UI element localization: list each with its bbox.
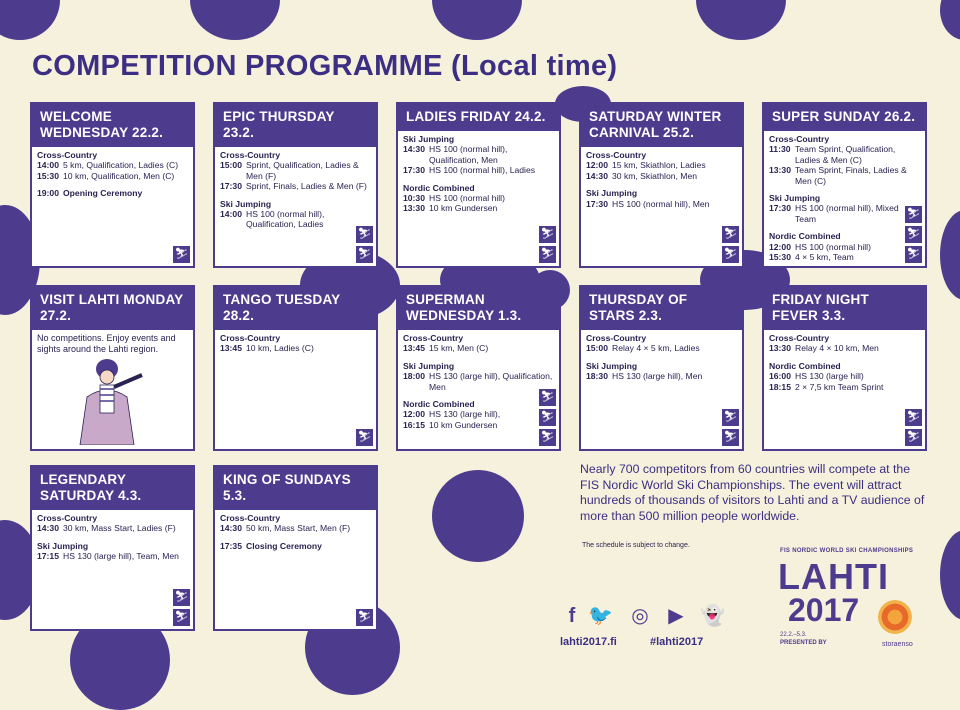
event-desc: HS 130 (large hill) — [795, 371, 864, 382]
event-time: 18:15 — [769, 381, 791, 392]
event-section — [220, 333, 371, 354]
decor-dot — [940, 530, 960, 620]
event-desc: 30 km, Skiathlon, Men — [612, 170, 698, 181]
event-row — [769, 203, 920, 224]
discipline-label: Cross-Country — [220, 513, 281, 523]
event-desc: HS 130 (large hill), Qualification, Men — [429, 371, 553, 392]
discipline-label: Cross-Country — [37, 513, 98, 523]
logo-presented: PRESENTED BY — [780, 640, 827, 646]
event-desc: HS 130 (large hill), — [429, 409, 501, 420]
event-section — [769, 134, 920, 186]
event-row — [769, 382, 920, 392]
event-row — [37, 523, 188, 533]
event-desc: Team Sprint, Finals, Ladies & Men (C) — [795, 165, 907, 186]
decor-dot — [696, 0, 786, 40]
lahti-logo — [770, 548, 940, 668]
day-body — [32, 147, 193, 202]
day-heading: LEGENDARY SATURDAY 4.3. — [32, 467, 193, 510]
event-desc: HS 100 (normal hill), Qualification, Men — [429, 144, 508, 165]
event-section — [586, 361, 737, 382]
discipline-icon: ⛷ — [356, 609, 373, 626]
day-card-fri2 — [762, 285, 927, 451]
event-row — [403, 371, 554, 392]
event-desc: Closing Ceremony — [246, 540, 322, 551]
event-section — [403, 333, 554, 354]
day-heading: SATURDAY WINTER CARNIVAL 25.2. — [581, 104, 742, 147]
day-heading: LADIES FRIDAY 24.2. — [398, 104, 559, 131]
discipline-label: Cross-Country — [769, 134, 830, 144]
event-time: 12:00 — [403, 409, 425, 420]
sun-icon — [878, 600, 912, 634]
event-time: 10:30 — [403, 193, 425, 204]
event-desc: 15 km, Men (C) — [429, 343, 489, 354]
event-section — [403, 399, 554, 430]
discipline-icon: ⛷ — [905, 206, 922, 223]
event-desc: 10 km, Ladies (C) — [246, 343, 314, 354]
day-card-sat — [579, 102, 744, 268]
discipline-icon: ⛷ — [356, 246, 373, 263]
discipline-label: Cross-Country — [586, 333, 647, 343]
event-desc: HS 100 (normal hill) — [429, 193, 505, 204]
day-body — [398, 330, 559, 433]
event-time: 13:30 — [769, 343, 791, 354]
day-heading: SUPER SUNDAY 26.2. — [764, 104, 925, 131]
decor-dot — [190, 0, 280, 40]
discipline-label: Ski Jumping — [586, 188, 638, 199]
discipline-icon: ⛷ — [905, 429, 922, 446]
day-heading: THURSDAY OF STARS 2.3. — [581, 287, 742, 330]
event-section — [220, 199, 371, 230]
event-row — [37, 551, 188, 561]
event-time: 17:30 — [769, 203, 791, 214]
schedule-note: The schedule is subject to change. — [582, 542, 690, 549]
event-row — [37, 160, 188, 170]
event-row — [586, 160, 737, 170]
event-desc: 4 × 5 km, Team — [795, 252, 854, 263]
event-row — [220, 541, 371, 551]
day-card-tue — [213, 285, 378, 451]
event-row — [220, 209, 371, 230]
day-card-wed2 — [396, 285, 561, 451]
discipline-icon: ⛷ — [905, 409, 922, 426]
day-heading: TANGO TUESDAY 28.2. — [215, 287, 376, 330]
discipline-icon: ⛷ — [173, 246, 190, 263]
event-section — [769, 193, 920, 224]
event-desc: Sprint, Qualification, Ladies & Men (F) — [246, 160, 359, 181]
instagram-icon[interactable]: ◎ — [631, 605, 649, 627]
event-desc: 50 km, Mass Start, Men (F) — [246, 523, 351, 534]
event-desc: HS 100 (normal hill), Men — [612, 198, 710, 209]
event-desc: 10 km Gundersen — [429, 419, 498, 430]
event-time: 15:30 — [37, 170, 59, 181]
event-row — [37, 188, 188, 198]
event-row — [586, 199, 737, 209]
discipline-icon: ⛷ — [173, 609, 190, 626]
event-row — [769, 252, 920, 262]
logo-name: LAHTI — [778, 556, 889, 597]
event-time: 17:30 — [220, 181, 242, 192]
sponsor-name: storaenso — [882, 641, 913, 648]
discipline-icon: ⛷ — [722, 429, 739, 446]
event-desc: HS 100 (normal hill) — [795, 241, 871, 252]
event-time: 15:00 — [586, 343, 608, 354]
discipline-label: Ski Jumping — [586, 360, 638, 371]
page-title: COMPETITION PROGRAMME (Local time) — [32, 50, 618, 82]
event-section — [220, 541, 371, 551]
discipline-icon: ⛷ — [722, 409, 739, 426]
event-desc: 10 km, Qualification, Men (C) — [63, 170, 175, 181]
event-row — [769, 165, 920, 186]
day-heading: KING OF SUNDAYS 5.3. — [215, 467, 376, 510]
event-time: 15:00 — [220, 160, 242, 171]
event-desc: 30 km, Mass Start, Ladies (F) — [63, 523, 176, 534]
day-heading: FRIDAY NIGHT FEVER 3.3. — [764, 287, 925, 330]
event-desc: Relay 4 × 5 km, Ladies — [612, 343, 700, 354]
event-row — [769, 371, 920, 381]
event-time: 15:30 — [769, 252, 791, 263]
event-time: 14:00 — [220, 209, 242, 220]
day-card-wed — [30, 102, 195, 268]
discipline-icon: ⛷ — [905, 246, 922, 263]
event-time: 16:15 — [403, 419, 425, 430]
event-time: 13:30 — [403, 203, 425, 214]
discipline-icon: ⛷ — [539, 226, 556, 243]
event-time: 14:30 — [403, 144, 425, 155]
hashtag-link[interactable]: #lahti2017 — [650, 636, 704, 648]
event-desc: HS 100 (normal hill), Qualification, Ladies — [246, 209, 325, 230]
decor-dot — [432, 0, 522, 40]
day-card-thu — [213, 102, 378, 268]
discipline-icon: ⛷ — [722, 226, 739, 243]
day-heading: SUPERMAN WEDNESDAY 1.3. — [398, 287, 559, 330]
decor-dot — [940, 0, 960, 40]
event-row — [769, 242, 920, 252]
event-time: 19:00 — [37, 188, 59, 199]
event-desc: Opening Ceremony — [63, 188, 143, 199]
decor-dot — [940, 210, 960, 300]
day-body — [32, 510, 193, 565]
day-heading: VISIT LAHTI MONDAY 27.2. — [32, 287, 193, 330]
event-desc: HS 100 (normal hill), Ladies — [429, 165, 536, 176]
event-desc: Sprint, Finals, Ladies & Men (F) — [246, 181, 367, 192]
event-time: 12:00 — [586, 160, 608, 171]
discipline-icon: ⛷ — [356, 226, 373, 243]
day-body — [32, 330, 193, 358]
discipline-label: Ski Jumping — [769, 193, 821, 204]
event-time: 13:30 — [769, 165, 791, 176]
day-card-mon — [30, 285, 195, 451]
discipline-icon: ⛷ — [722, 246, 739, 263]
event-row — [586, 171, 737, 181]
decor-dot — [0, 0, 60, 40]
event-time: 17:30 — [586, 198, 608, 209]
event-section — [403, 183, 554, 214]
event-time: 17:15 — [37, 551, 59, 562]
event-desc: Relay 4 × 10 km, Men — [795, 343, 879, 354]
day-card-sun2 — [213, 465, 378, 631]
event-desc: 15 km, Skiathlon, Ladies — [612, 160, 706, 171]
event-time: 18:30 — [586, 371, 608, 382]
event-row — [403, 409, 554, 419]
youtube-icon[interactable]: ▶ — [668, 605, 684, 627]
event-row — [403, 193, 554, 203]
event-section — [586, 333, 737, 354]
day-body — [215, 147, 376, 233]
discipline-label: Ski Jumping — [37, 540, 89, 551]
day-card-sun — [762, 102, 927, 268]
event-row — [403, 420, 554, 430]
day-body — [398, 131, 559, 217]
event-time: 13:45 — [403, 343, 425, 354]
event-desc: HS 100 (normal hill), Mixed Team — [795, 203, 899, 224]
event-time: 16:00 — [769, 371, 791, 382]
event-time: 12:00 — [769, 241, 791, 252]
event-time: 14:30 — [220, 523, 242, 534]
event-row — [586, 343, 737, 353]
day-heading: WELCOME WEDNESDAY 22.2. — [32, 104, 193, 147]
day-card-thu2 — [579, 285, 744, 451]
discipline-label: Cross-Country — [220, 150, 281, 160]
event-section — [586, 150, 737, 181]
event-section — [586, 188, 737, 209]
event-section — [769, 361, 920, 392]
day-body — [764, 131, 925, 265]
event-desc: Team Sprint, Qualification, Ladies & Men (C) — [795, 144, 896, 165]
event-row — [37, 171, 188, 181]
discipline-label: Nordic Combined — [403, 182, 475, 193]
event-row — [220, 523, 371, 533]
event-time: 18:00 — [403, 371, 425, 382]
event-desc: 5 km, Qualification, Ladies (C) — [63, 160, 179, 171]
event-time: 13:45 — [220, 343, 242, 354]
discipline-label: Cross-Country — [220, 333, 281, 343]
event-row — [220, 343, 371, 353]
event-desc: 10 km Gundersen — [429, 203, 498, 214]
event-section — [37, 188, 188, 198]
snapchat-icon[interactable]: 👻 — [700, 605, 725, 627]
discipline-label: Nordic Combined — [403, 399, 475, 410]
day-note: No competitions. Enjoy events and sights around the Lahti region. — [37, 333, 176, 354]
discipline-label: Nordic Combined — [769, 231, 841, 242]
event-row — [220, 181, 371, 191]
facebook-icon[interactable]: f — [568, 605, 576, 627]
discipline-label: Cross-Country — [586, 150, 647, 160]
event-section — [220, 150, 371, 192]
event-row — [220, 160, 371, 181]
discipline-label: Cross-Country — [403, 333, 464, 343]
event-row — [403, 203, 554, 213]
event-row — [403, 343, 554, 353]
event-time: 11:30 — [769, 144, 791, 155]
discipline-icon: ⛷ — [356, 429, 373, 446]
discipline-label: Cross-Country — [769, 333, 830, 343]
event-section — [37, 150, 188, 181]
event-row — [769, 144, 920, 165]
event-desc: HS 130 (large hill), Team, Men — [63, 551, 179, 562]
day-body — [581, 330, 742, 385]
event-time: 17:30 — [403, 165, 425, 176]
discipline-icon: ⛷ — [539, 429, 556, 446]
day-body — [215, 330, 376, 357]
day-body — [764, 330, 925, 395]
event-section — [769, 333, 920, 354]
event-section — [403, 134, 554, 176]
event-time: 14:30 — [37, 523, 59, 534]
event-desc: HS 130 (large hill), Men — [612, 371, 703, 382]
logo-top-text: FIS NORDIC WORLD SKI CHAMPIONSHIPS — [780, 548, 914, 554]
event-row — [769, 343, 920, 353]
discipline-label: Cross-Country — [37, 150, 98, 160]
event-section — [220, 513, 371, 534]
day-body — [215, 510, 376, 554]
logo-dates: 22.2.–5.3. — [780, 632, 807, 638]
day-heading: EPIC THURSDAY 23.2. — [215, 104, 376, 147]
event-time: 17:35 — [220, 540, 242, 551]
event-desc: 2 × 7,5 km Team Sprint — [795, 381, 884, 392]
discipline-icon: ⛷ — [539, 246, 556, 263]
info-text: Nearly 700 competitors from 60 countries will compete at the FIS Nordic World Ski Championships. The event will attract hundreds of thousands of visitors to Lahti and a TV audience of more than 500 million people worldwide. — [580, 462, 925, 523]
skier-illustration — [52, 357, 162, 445]
discipline-label: Ski Jumping — [403, 360, 455, 371]
day-card-fri — [396, 102, 561, 268]
site-link[interactable]: lahti2017.fi — [560, 636, 617, 648]
event-row — [403, 165, 554, 175]
event-time: 14:00 — [37, 160, 59, 171]
logo-year: 2017 — [788, 592, 860, 628]
day-body — [581, 147, 742, 212]
discipline-label: Ski Jumping — [220, 198, 272, 209]
event-row — [586, 371, 737, 381]
event-row — [403, 144, 554, 165]
event-section — [37, 541, 188, 562]
event-section — [403, 361, 554, 392]
event-section — [769, 231, 920, 262]
twitter-icon[interactable]: 🐦 — [588, 605, 613, 627]
event-section — [37, 513, 188, 534]
discipline-icon: ⛷ — [173, 589, 190, 606]
decor-dot — [432, 470, 524, 562]
event-time: 14:30 — [586, 170, 608, 181]
discipline-icon: ⛷ — [905, 226, 922, 243]
day-card-sat2 — [30, 465, 195, 631]
discipline-icon: ⛷ — [539, 409, 556, 426]
discipline-label: Nordic Combined — [769, 360, 841, 371]
discipline-label: Ski Jumping — [403, 134, 455, 144]
discipline-icon: ⛷ — [539, 389, 556, 406]
